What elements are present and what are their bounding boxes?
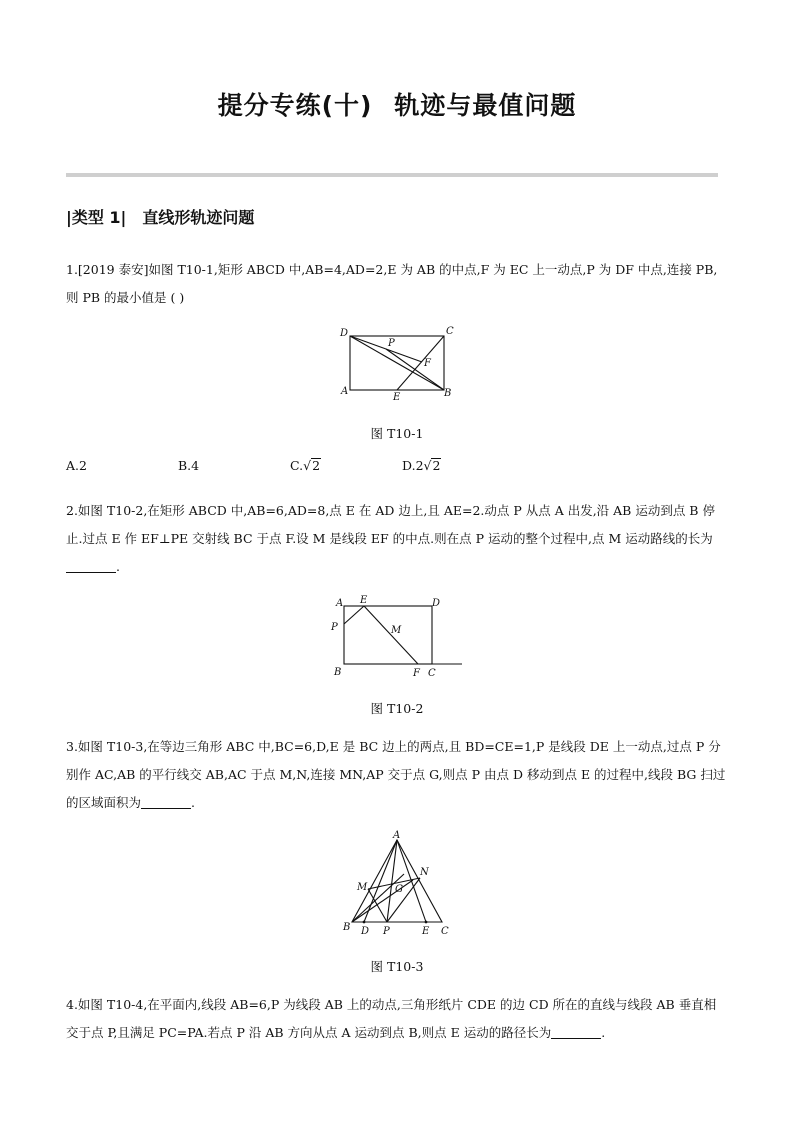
section-name: 直线形轨迹问题 [142, 208, 255, 227]
label-m-2: M [391, 625, 402, 636]
section-heading [66, 205, 254, 228]
title-part-2: 轨迹与最值问题 [394, 91, 577, 120]
label-c-3: C [441, 926, 449, 937]
page-title [0, 86, 794, 122]
label-f: F [424, 358, 431, 369]
segment-pe [344, 606, 364, 624]
section-tag: |类型 1| [66, 208, 127, 227]
rect-abcd-2 [344, 606, 432, 664]
label-b-3: B [343, 922, 351, 933]
question-3-text: 3.如图 T10-3,在等边三角形 ABC 中,BC=6,D,E 是 BC 边上的两点,且 BD=CE=1,P 是线段 DE 上一动点,过点 P 分别作 AC,AB 的平行线交 AB,AC 于点 M,N,连接 MN,AP 交于点 G,则点 P 由点 D 移动到点 E 的过程中,线段 BG 扫过的区域面积为 . [66, 739, 726, 810]
label-g-3: G [395, 884, 403, 895]
question-1-text: 1.[2019 泰安]如图 T10-1,矩形 ABCD 中,AB=4,AD=2,E 为 AB 的中点,F 为 EC 上一动点,P 为 DF 中点,连接 PB,则 PB 的最小值是 ( ) [66, 262, 718, 305]
label-a: A [341, 386, 349, 397]
title-divider [66, 173, 718, 177]
figure-t10-3 [338, 828, 458, 940]
question-2-text: 2.如图 T10-2,在矩形 ABCD 中,AB=6,AD=8,点 E 在 AD 边上,且 AE=2.动点 P 从点 A 出发,沿 AB 运动到点 B 停止.过点 E 作 EF⊥PE 交射线 BC 于点 F.设 M 是线段 EF 的中点.则在点 P 运动的整个过程中,点 M 运动路线的长为. [66, 503, 715, 574]
label-d-3: D [361, 926, 370, 937]
title-part-1: 提分专练(十) [217, 91, 373, 120]
label-c: C [446, 326, 454, 337]
question-4-text: 4.如图 T10-4,在平面内,线段 AB=6,P 为线段 AB 上的动点,三角形纸片 CDE 的边 CD 所在的直线与线段 AB 垂直相交于点 P,且满足 PC=PA.若点 P 沿 AB 方向从点 A 运动到点 B,则点 E 运动的路径长为 . [66, 997, 717, 1040]
figure-t10-1 [330, 322, 460, 404]
segment-ec [397, 336, 444, 390]
label-e-2: E [360, 595, 368, 606]
segment-ae [397, 840, 426, 922]
label-b: B [444, 388, 452, 399]
label-p: P [388, 338, 395, 349]
label-f-2: F [413, 668, 420, 679]
option-c: C.√2 [290, 458, 321, 473]
label-a-3: A [393, 830, 401, 841]
option-d: D.2√2 [402, 458, 441, 473]
option-b: B.4 [178, 458, 200, 473]
label-b-2: B [334, 667, 342, 678]
answer-blank-4[interactable] [551, 1024, 601, 1039]
label-d-2: D [432, 598, 441, 609]
option-a: A.2 [66, 458, 87, 473]
answer-blank-2[interactable] [66, 558, 116, 573]
caption-t10-1: 图 T10-1 [370, 426, 424, 441]
point-d [363, 921, 366, 924]
label-p-2: P [331, 622, 338, 633]
label-n-3: N [420, 867, 429, 878]
answer-blank-3[interactable] [141, 794, 191, 809]
figure-t10-2 [328, 592, 468, 680]
label-c-2: C [428, 668, 436, 679]
label-m-3: M [357, 882, 368, 893]
label-e: E [393, 392, 401, 403]
label-d: D [340, 328, 349, 339]
caption-t10-3: 图 T10-3 [370, 959, 424, 974]
label-e-3: E [422, 926, 430, 937]
point-e [425, 921, 428, 924]
label-a-2: A [336, 598, 344, 609]
label-p-3: P [383, 926, 390, 937]
segment-pb [386, 349, 444, 390]
caption-t10-2: 图 T10-2 [370, 701, 424, 716]
